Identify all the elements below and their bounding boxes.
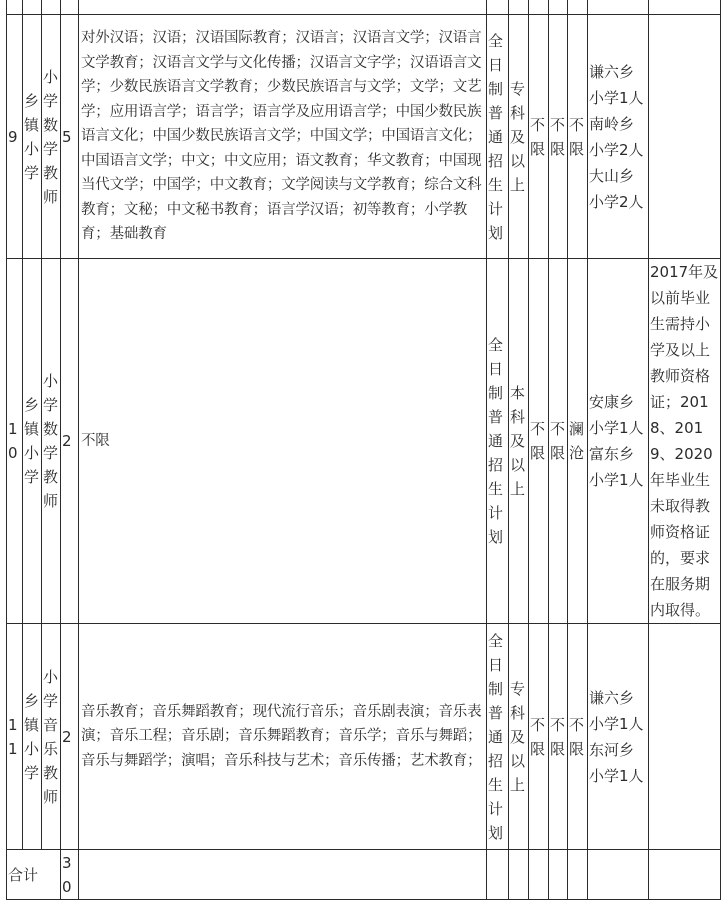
schools-cell: 谦六乡小学1人东河乡小学1人 xyxy=(588,624,649,850)
total-label: 合计 xyxy=(7,850,61,900)
requirement-c-cell: 不限 xyxy=(568,624,588,850)
study-form-cell: 全日制普通招生计划 xyxy=(487,259,509,624)
position-cell: 小学数学教师 xyxy=(42,15,61,259)
schools-cell: 谦六乡小学1人南岭乡小学2人大山乡小学2人 xyxy=(588,15,649,259)
requirement-b-cell: 不限 xyxy=(549,624,568,850)
total-count: 30 xyxy=(61,850,79,900)
education-cell: 专科及以上 xyxy=(509,624,529,850)
total-row xyxy=(7,850,721,900)
count-cell: 2 xyxy=(61,259,79,624)
requirement-a-cell: 不限 xyxy=(529,624,549,850)
requirement-c-cell: 不限 xyxy=(568,15,588,259)
requirement-a-cell: 不限 xyxy=(529,259,549,624)
location-cell: 乡镇小学 xyxy=(23,624,42,850)
table-row xyxy=(7,15,721,259)
requirement-b-cell: 不限 xyxy=(549,259,568,624)
count-cell: 2 xyxy=(61,624,79,850)
majors-cell: 不限 xyxy=(79,259,487,624)
study-form-cell: 全日制普通招生计划 xyxy=(487,15,509,259)
majors-cell: 音乐教育；音乐舞蹈教育；现代流行音乐；音乐剧表演；音乐表演；音乐工程；音乐剧；音乐舞蹈教育；音乐学；音乐与舞蹈；音乐与舞蹈学；演唱；音乐科技与艺术；音乐传播；艺术教育； xyxy=(79,624,487,850)
location-cell: 乡镇小学 xyxy=(23,259,42,624)
requirement-b-cell: 不限 xyxy=(549,15,568,259)
majors-cell: 对外汉语；汉语；汉语国际教育；汉语言；汉语言文学；汉语言文学教育；汉语言文学与文化传播；汉语言文字学；汉语语言文学；少数民族语言文学教育；少数民族语言与文学；文学；文艺学；应用语言学；语言学；语言学及应用语言学；中国少数民族语言文化；中国少数民族语言文学；中国文学；中国语言文化；中国语言文学；中文；中文应用；语文教育；华文教育；中国现当代文学；中国学；中文教育；文学阅读与文学教育；综合文科教育；文秘；中文秘书教育；语言学汉语；初等教育；小学教育；基础教育 xyxy=(79,15,487,259)
position-cell: 小学音乐教师 xyxy=(42,624,61,850)
recruitment-table xyxy=(6,0,721,900)
education-cell: 本科及以上 xyxy=(509,259,529,624)
previous-row-tail xyxy=(7,0,721,15)
table-row xyxy=(7,259,721,624)
requirement-a-cell: 不限 xyxy=(529,15,549,259)
study-form-cell: 全日制普通招生计划 xyxy=(487,624,509,850)
row-number: 11 xyxy=(7,624,23,850)
notes-cell xyxy=(649,15,721,259)
notes-cell xyxy=(649,624,721,850)
education-cell: 专科及以上 xyxy=(509,15,529,259)
location-cell: 乡镇小学 xyxy=(23,15,42,259)
schools-cell: 安康乡小学1人富东乡小学1人 xyxy=(588,259,649,624)
requirement-c-cell: 澜沧 xyxy=(568,259,588,624)
row-number: 10 xyxy=(7,259,23,624)
notes-cell: 2017年及以前毕业生需持小学及以上教师资格证；2018、2019、2020年毕业生未取得教师资格证的，要求在服务期内取得。 xyxy=(649,259,721,624)
row-number: 9 xyxy=(7,15,23,259)
table-row xyxy=(7,624,721,850)
count-cell: 5 xyxy=(61,15,79,259)
position-cell: 小学数学教师 xyxy=(42,259,61,624)
